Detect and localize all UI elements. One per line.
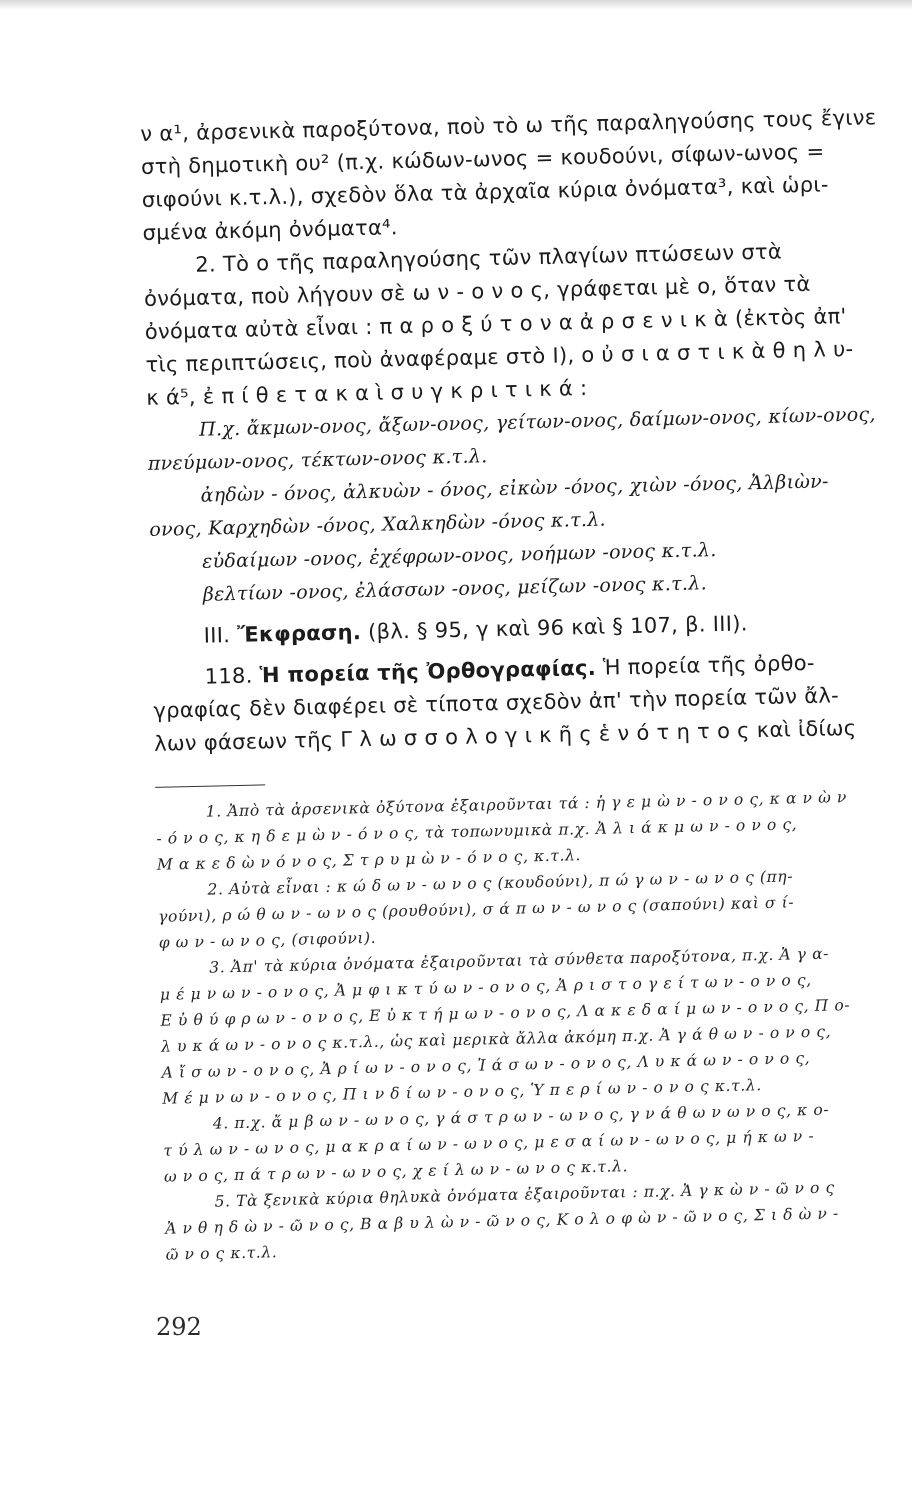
footnote-4-line: ω ν ο ς, π ά τ ρ ω ν - ω ν ο ς, χ ε ί λ ω ν - ω ν ο ς κ.τ.λ. — [163, 1157, 629, 1186]
example-line: ἀηδὼν - όνος, ἀλκυὼν - όνος, εἰκὼν -όνος, χιὼν -όνος, Ἀλβιὼν- — [200, 470, 829, 507]
body-line: λων φάσεων τῆς Γ λ ω σ σ ο λ ο γ ι κ ῆ ς ἑ ν ό τ η τ ο ς καὶ ἰδίως — [153, 715, 857, 756]
example-line: βελτίων -ονος, ἐλάσσων -ονος, μείζων -ονος κ.τ.λ. — [202, 572, 708, 606]
body-line: σιφούνι κ.τ.λ.), σχεδὸν ὅλα τὰ ἀρχαῖα κύρια ὀνόματα³, καὶ ὡρι- — [141, 172, 829, 212]
page-number: 292 — [156, 1313, 202, 1341]
footnote-1-line: - ό ν ο ς, κ η δ ε μ ὼ ν - ό ν ο ς, τὰ τοπωνυμικὰ π.χ. Ἀ λ ι ά κ μ ω ν - ο ν ο ς, — [156, 815, 798, 848]
body-line: ὀνόματα αὐτὰ εἶναι : π α ρ ο ξ ύ τ ο ν α ἀ ρ σ ε ν ι κ ὰ (ἐκτὸς ἀπ' — [144, 304, 847, 344]
footnote-5-line: 5. Τὰ ξενικὰ κύρια θηλυκὰ ὀνόματα ἐξαιροῦνται : π.χ. Ἀ γ κ ὼ ν - ῶ ν ο ς — [214, 1178, 835, 1211]
section-3-text: (βλ. § 95, γ καὶ 96 καὶ § 107, β. ΙΙΙ). — [367, 611, 748, 644]
section-3-number: ΙΙΙ. — [203, 623, 231, 648]
section-118-heading: Ἡ πορεία τῆς Ὀρθογραφίας. — [259, 655, 597, 688]
page-text — [140, 101, 906, 1267]
body-line: ὀνόματα, ποὺ λήγουν σὲ ω ν - ο ν ο ς, γράφεται μὲ ο, ὅταν τὰ — [143, 271, 811, 311]
body-line: 2. Τὸ ο τῆς παραληγούσης τῶν πλαγίων πτώσεων στὰ — [195, 239, 783, 277]
example-line: Π.χ. ἄκμων-ονος, ἄξων-ονος, γείτων-ονος, δαίμων-ονος, κίων-ονος, — [198, 403, 877, 441]
footnote-3-line: 3. Ἀπ' τὰ κύρια ὀνόματα ἐξαιροῦνται τὰ σύνθετα παροξύτονα, π.χ. Ἀ γ α- — [209, 944, 830, 977]
footnote-divider — [155, 784, 265, 787]
footnote-3-line: Ε ὐ θ ύ φ ρ ω ν - ο ν ο ς, Ε ὐ κ τ ή μ ω ν - ο ν ο ς, Λ α κ ε δ α ί μ ω ν - ο ν ο ς, Π ο- — [160, 996, 851, 1030]
footnote-5-line: Ἀ ν θ η δ ὼ ν - ῶ ν ο ς, Β α β υ λ ὼ ν - ῶ ν ο ς, Κ ο λ ο φ ὼ ν - ῶ ν ο ς, Σ ι δ ὼ ν - — [165, 1204, 839, 1238]
body-line: στὴ δημοτικὴ ου² (π.χ. κώδων-ωνος = κουδούνι, σίφων-ωνος = — [140, 139, 825, 179]
example-line: ονος, Καρχηδὼν -όνος, Χαλκηδὼν -όνος κ.τ.λ. — [149, 508, 607, 541]
section-3-heading: Ἔκφραση. — [236, 620, 362, 647]
body-line: ν α¹, ἀρσενικὰ παροξύτονα, ποὺ τὸ ω τῆς παραληγούσης τους ἔγινε — [140, 105, 877, 146]
footnote-4-line: 4. π.χ. ἄ μ β ω ν - ω ν ο ς, γ ά σ τ ρ ω ν - ω ν ο ς, γ ν ά θ ω ν ω ν ο ς, κ ο- — [212, 1100, 830, 1133]
footnote-2-line: φ ω ν - ω ν ο ς, (σιφούνι). — [158, 928, 377, 952]
body-line: τὶς περιπτώσεις, ποὺ ἀναφέραμε στὸ Ι), ο ὐ σ ι α σ τ ι κ ὰ θ η λ υ- — [145, 336, 854, 377]
scan-edge — [0, 0, 912, 10]
example-line: εὐδαίμων -ονος, ἐχέφρων-ονος, νοήμων -ονος κ.τ.λ. — [201, 539, 717, 573]
footnote-2-line: 2. Αὐτὰ εἶναι : κ ώ δ ω ν - ω ν ο ς (κουδούνι), π ώ γ ω ν - ω ν ο ς (πη- — [207, 867, 794, 899]
footnote-3-line: Α ἴ σ ω ν - ο ν ο ς, Ἀ ρ ί ω ν - ο ν ο ς, Ἰ ά σ ω ν - ο ν ο ς, Λ υ κ ά ω ν - ο ν ο ς, — [161, 1049, 811, 1082]
example-line: πνεύμων-ονος, τέκτων-ονος κ.τ.λ. — [147, 445, 488, 475]
footnote-3-line: Μ έ μ ν ω ν - ο ν ο ς, Π ι ν δ ί ω ν - ο ν ο ς, Ὑ π ε ρ ί ω ν - ο ν ο ς κ.τ.λ. — [162, 1076, 762, 1108]
body-line: κ ά⁵, ἐ π ί θ ε τ α κ α ὶ σ υ γ κ ρ ι τ ι κ ά : — [146, 375, 588, 410]
footnote-3-line: μ έ μ ν ω ν - ο ν ο ς, Ἀ μ φ ι κ τ ύ ω ν - ο ν ο ς, Ἀ ρ ι σ τ ο γ ε ί τ ω ν - ο ν ο ς, — [159, 970, 812, 1004]
section-118-number: 118. — [204, 663, 253, 689]
footnote-1-line: Μ α κ ε δ ὼ ν ό ν ο ς, Σ τ ρ υ μ ὼ ν - ό ν ο ς, κ.τ.λ. — [156, 846, 582, 874]
footnote-2-line: γούνι), ρ ώ θ ω ν - ω ν ο ς (ρουθούνι), σ ά π ω ν - ω ν ο ς (σαπούνι) καὶ σ ί- — [157, 893, 795, 926]
footnote-5-line: ῶ ν ο ς κ.τ.λ. — [165, 1243, 278, 1264]
section-118-text: Ἡ πορεία τῆς ὀρθο- — [602, 650, 815, 680]
body-line: γραφίας δὲν διαφέρει σὲ τίποτα σχεδὸν ἀπ' τὴν πορεία τῶν ἄλ- — [153, 683, 840, 723]
footnote-1-line: 1. Ἀπὸ τὰ ἀρσενικὰ ὀξύτονα ἐξαιροῦνται τά : ἡ γ ε μ ὼ ν - ο ν ο ς, κ α ν ὼ ν — [205, 788, 848, 821]
footnote-4-line: τ ύ λ ω ν - ω ν ο ς, μ α κ ρ α ί ω ν - ω ν ο ς, μ ε σ α ί ω ν - ω ν ο ς, μ ή κ ω ν - — [163, 1126, 815, 1160]
footnote-3-line: λ υ κ ά ω ν - ο ν ο ς κ.τ.λ., ὡς καὶ μερικὰ ἄλλα ἀκόμη π.χ. Ἀ γ ά θ ω ν - ο ν ο ς, — [160, 1022, 832, 1056]
body-line: σμένα ἀκόμη ὀνόματα⁴. — [142, 215, 399, 245]
